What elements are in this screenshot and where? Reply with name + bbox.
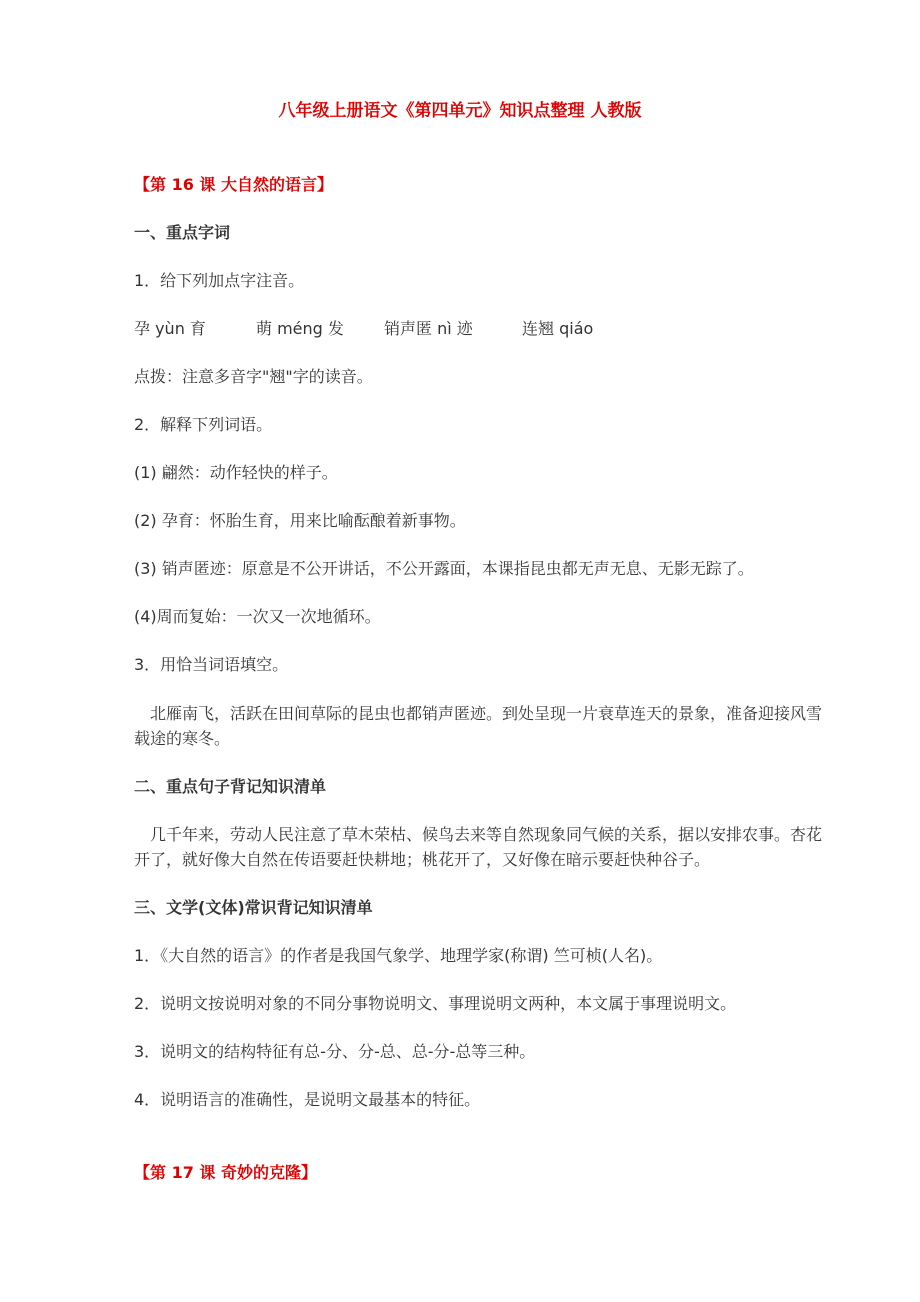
section-3-heading: 三、文学(文体)常识背记知识清单 [134, 898, 373, 917]
literature-item: 1．《大自然的语言》的作者是我国气象学、地理学家(称谓) 竺可桢(人名)。 [134, 946, 663, 965]
key-sentences-paragraph: 几千年来，劳动人民注意了草木荣枯、候鸟去来等自然现象同气候的关系，据以安排农事。杏花开了，就好像大自然在传语要赶快耕地；桃花开了，又好像在暗示要赶快种谷子。 [134, 825, 823, 869]
question-2: 2．解释下列词语。 [134, 415, 273, 434]
section-1-heading: 一、重点字词 [134, 223, 231, 242]
document-title: 八年级上册语文《第四单元》知识点整理 人教版 [278, 101, 642, 121]
pinyin-item: 萌 méng 发 [256, 319, 344, 338]
question-1: 1．给下列加点字注音。 [134, 271, 305, 290]
lesson-16-heading: 【第 16 课 大自然的语言】 [134, 175, 333, 194]
definition-item: (2) 孕育：怀胎生育，用来比喻酝酿着新事物。 [134, 511, 466, 530]
fill-in-paragraph: 北雁南飞，活跃在田间草际的昆虫也都销声匿迹。到处呈现一片衰草连天的景象，准备迎接风雪载途的寒冬。 [134, 704, 823, 748]
definition-item: (4)周而复始：一次又一次地循环。 [134, 607, 381, 626]
tip: 点拨：注意多音字"翘"字的读音。 [134, 367, 373, 386]
pinyin-row [134, 316, 822, 341]
pinyin-item: 孕 yùn 育 [134, 319, 206, 338]
section-2-heading: 二、重点句子背记知识清单 [134, 777, 327, 796]
literature-item: 2．说明文按说明对象的不同分事物说明文、事理说明文两种，本文属于事理说明文。 [134, 994, 737, 1013]
pinyin-item: 连翘 qiáo [522, 319, 594, 338]
definition-item: (3) 销声匿迹：原意是不公开讲话，不公开露面，本课指昆虫都无声无息、无影无踪了。 [134, 559, 754, 578]
literature-item: 4．说明语言的准确性，是说明文最基本的特征。 [134, 1090, 481, 1109]
question-3: 3．用恰当词语填空。 [134, 655, 289, 674]
literature-item: 3．说明文的结构特征有总-分、分-总、总-分-总等三种。 [134, 1042, 536, 1061]
definition-item: (1) 翩然：动作轻快的样子。 [134, 463, 338, 482]
lesson-17-heading: 【第 17 课 奇妙的克隆】 [134, 1163, 317, 1182]
pinyin-item: 销声匿 nì 迹 [384, 319, 473, 338]
